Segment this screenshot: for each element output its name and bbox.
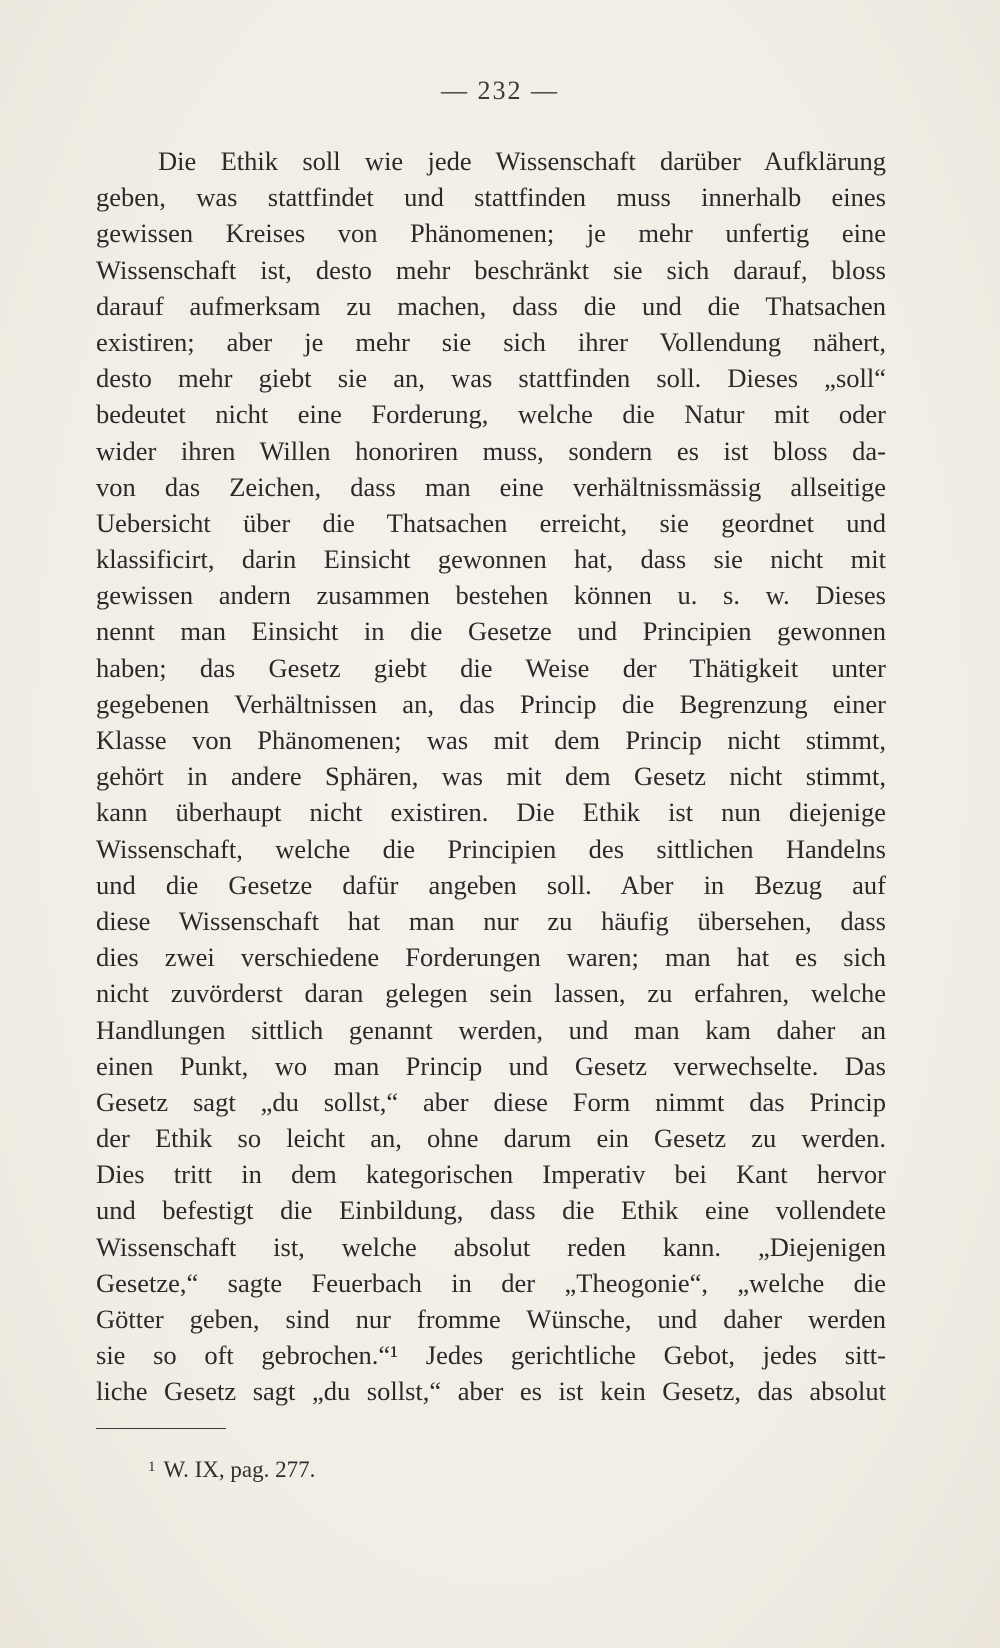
body-paragraph <box>96 143 886 1410</box>
text-line: wider ihren Willen honoriren muss, sondern es ist bloss da- <box>96 435 886 466</box>
text-line: Handlungen sittlich genannt werden, und man kam daher an <box>96 1014 886 1045</box>
text-line: haben; das Gesetz giebt die Weise der Thätigkeit unter <box>96 652 886 683</box>
text-line: Götter geben, sind nur fromme Wünsche, und daher werden <box>96 1304 886 1334</box>
text-line: einen Punkt, wo man Princip und Gesetz verwechselte. Das <box>96 1050 886 1081</box>
text-line: Die Ethik soll wie jede Wissenschaft darüber Aufklärung <box>158 146 886 176</box>
text-line: existiren; aber je mehr sie sich ihrer Vollendung nähert, <box>96 326 886 357</box>
text-line: von das Zeichen, dass man eine verhältnissmässig allseitige <box>96 471 886 502</box>
text-line: nicht zuvörderst daran gelegen sein lassen, zu erfahren, welche <box>96 978 886 1009</box>
text-line: gegebenen Verhältnissen an, das Princip die Begrenzung einer <box>96 688 886 719</box>
text-line: Gesetz sagt „du sollst,“ aber diese Form nimmt das Princip <box>96 1086 886 1117</box>
text-line: Wissenschaft ist, desto mehr beschränkt sie sich darauf, bloss <box>96 254 886 285</box>
text-line: Dies tritt in dem kategorischen Imperativ bei Kant hervor <box>96 1159 886 1190</box>
text-line: kann überhaupt nicht existiren. Die Ethik ist nun diejenige <box>96 797 886 828</box>
text-line: und befestigt die Einbildung, dass die Ethik eine vollendete <box>96 1195 886 1226</box>
text-line: darauf aufmerksam zu machen, dass die und die Thatsachen <box>96 290 886 321</box>
text-line: nennt man Einsicht in die Gesetze und Principien gewonnen <box>96 616 886 647</box>
text-line: klassificirt, darin Einsicht gewonnen hat, dass sie nicht mit <box>96 544 886 575</box>
text-line: Klasse von Phänomenen; was mit dem Princip nicht stimmt, <box>96 725 886 755</box>
text-line: sie so oft gebrochen.“¹ Jedes gerichtliche Gebot, jedes sitt- <box>96 1340 886 1371</box>
text-line: Wissenschaft ist, welche absolut reden kann. „Diejenigen <box>96 1231 886 1262</box>
footnote-text: W. IX, pag. 277. <box>163 1457 316 1482</box>
text-line: Gesetze,“ sagte Feuerbach in der „Theogonie“, „welche die <box>96 1267 886 1298</box>
text-line: gehört in andere Sphären, was mit dem Gesetz nicht stimmt, <box>96 761 886 792</box>
text-line: bedeutet nicht eine Forderung, welche die Natur mit oder <box>96 399 886 430</box>
text-line: und die Gesetze dafür angeben soll. Aber in Bezug auf <box>96 869 886 900</box>
text-line: diese Wissenschaft hat man nur zu häufig übersehen, dass <box>96 905 886 936</box>
text-line: desto mehr giebt sie an, was stattfinden soll. Dieses „soll“ <box>96 363 886 394</box>
text-line: dies zwei verschiedene Forderungen waren; man hat es sich <box>96 942 886 973</box>
text-line: der Ethik so leicht an, ohne darum ein Gesetz zu werden. <box>96 1123 886 1154</box>
text-line: liche Gesetz sagt „du sollst,“ aber es ist kein Gesetz, das absolut <box>96 1376 886 1407</box>
text-line: Uebersicht über die Thatsachen erreicht, sie geordnet und <box>96 507 886 538</box>
footnote <box>148 1452 315 1485</box>
text-line: gewissen andern zusammen bestehen können u. s. w. Dieses <box>96 580 886 611</box>
text-line: gewissen Kreises von Phänomenen; je mehr unfertig eine <box>96 218 886 249</box>
text-line: Wissenschaft, welche die Principien des sittlichen Handelns <box>96 833 886 864</box>
page-number: — 232 — <box>441 76 559 105</box>
footnote-divider <box>96 1428 226 1429</box>
footnote-mark: 1 <box>148 1459 156 1475</box>
text-line: geben, was stattfindet und stattfinden muss innerhalb eines <box>96 182 886 213</box>
